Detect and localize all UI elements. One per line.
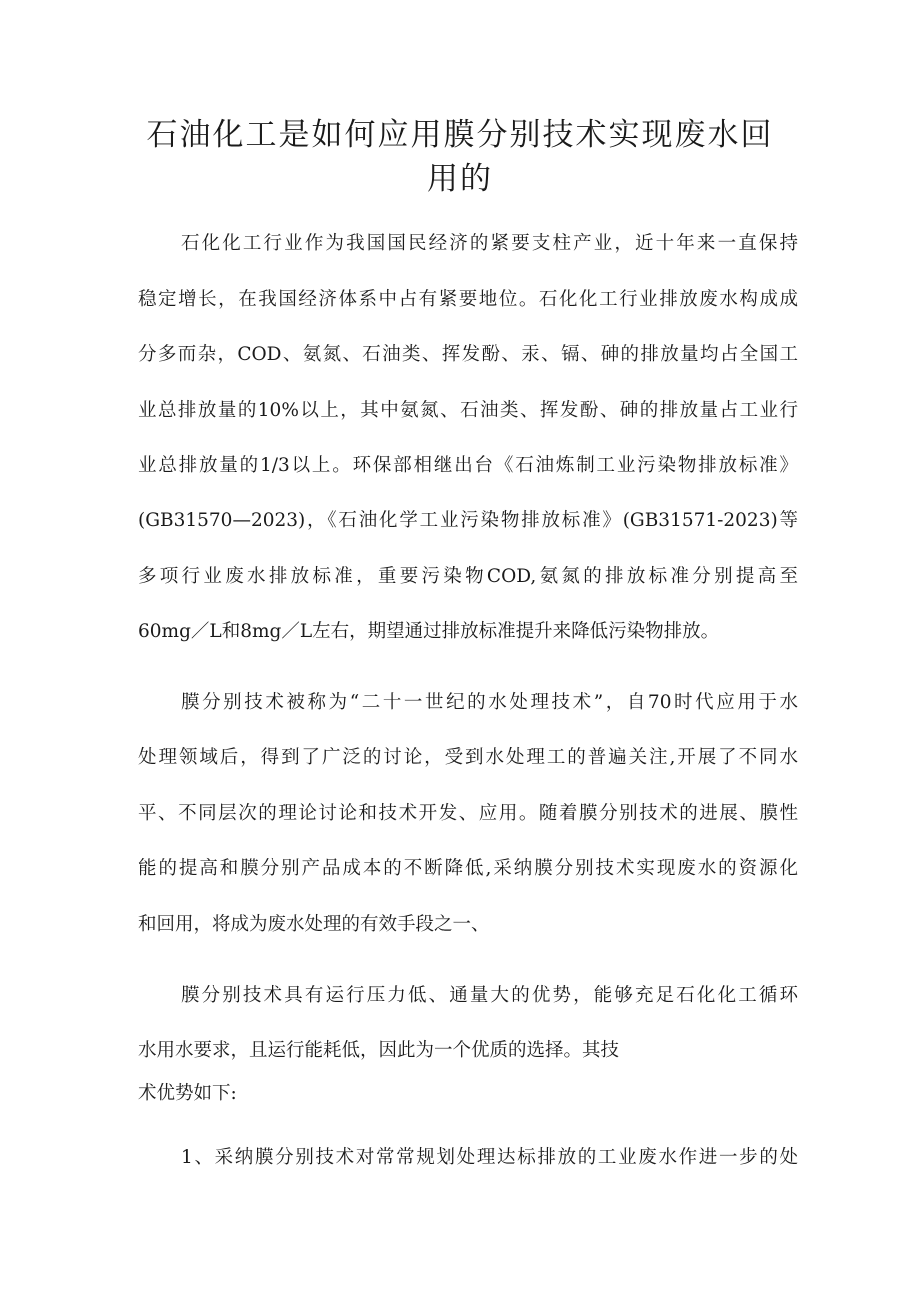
paragraph-1-line-1: 石化化工行业作为我国国民经济的紧要支柱产业，近十年来一直保持 [181, 233, 798, 254]
paragraph-1-line-2: 稳定增长，在我国经济体系中占有紧要地位。石化化工行业排放废水构成成 [138, 289, 798, 310]
paragraph-2-line-4: 能的提高和膜分别产品成本的不断降低,采纳膜分别技术实现废水的资源化 [138, 858, 798, 879]
paragraph-1-line-8: 60mg／L和8mg／L左右，期望通过排放标准提升来降低污染物排放。 [138, 621, 720, 642]
document-title-line-2: 用的 [427, 161, 493, 197]
paragraph-2-line-5: 和回用，将成为废水处理的有效手段之一、 [138, 914, 490, 935]
paragraph-2-line-2: 处理领域后，得到了广泛的讨论，受到水处理工的普遍关注,开展了不同水 [138, 747, 798, 768]
paragraph-1-line-7: 多项行业废水排放标准，重要污染物COD,氨氮的排放标准分别提高至 [138, 566, 798, 587]
paragraph-1-line-6: (GB31570—2023)，《石油化学工业污染物排放标准》(GB31571-2023)等 [138, 510, 798, 531]
paragraph-1-line-3: 分多而杂，COD、氨氮、石油类、挥发酚、汞、镉、砷的排放量均占全国工 [138, 344, 798, 365]
paragraph-2-line-3: 平、不同层次的理论讨论和技术开发、应用。随着膜分别技术的进展、膜性 [138, 803, 798, 824]
paragraph-1-line-4: 业总排放量的10%以上，其中氨氮、石油类、挥发酚、砷的排放量占工业行 [138, 400, 798, 421]
paragraph-3-line-1: 膜分别技术具有运行压力低、通量大的优势，能够充足石化化工循环 [181, 985, 798, 1006]
paragraph-3-line-2: 水用水要求，且运行能耗低，因此为一个优质的选择。其技 [138, 1040, 620, 1061]
paragraph-4-line-1: 1、采纳膜分别技术对常常规划处理达标排放的工业废水作进一步的处 [181, 1147, 798, 1168]
paragraph-1-line-5: 业总排放量的1/3以上。环保部相继出台《石油炼制工业污染物排放标准》 [138, 455, 798, 476]
paragraph-2-line-1: 膜分别技术被称为“二十一世纪的水处理技术”，自70时代应用于水 [181, 692, 798, 713]
paragraph-3-line-3: 术优势如下: [138, 1083, 237, 1104]
document-title-line-1: 石油化工是如何应用膜分别技术实现废水回 [146, 117, 774, 153]
